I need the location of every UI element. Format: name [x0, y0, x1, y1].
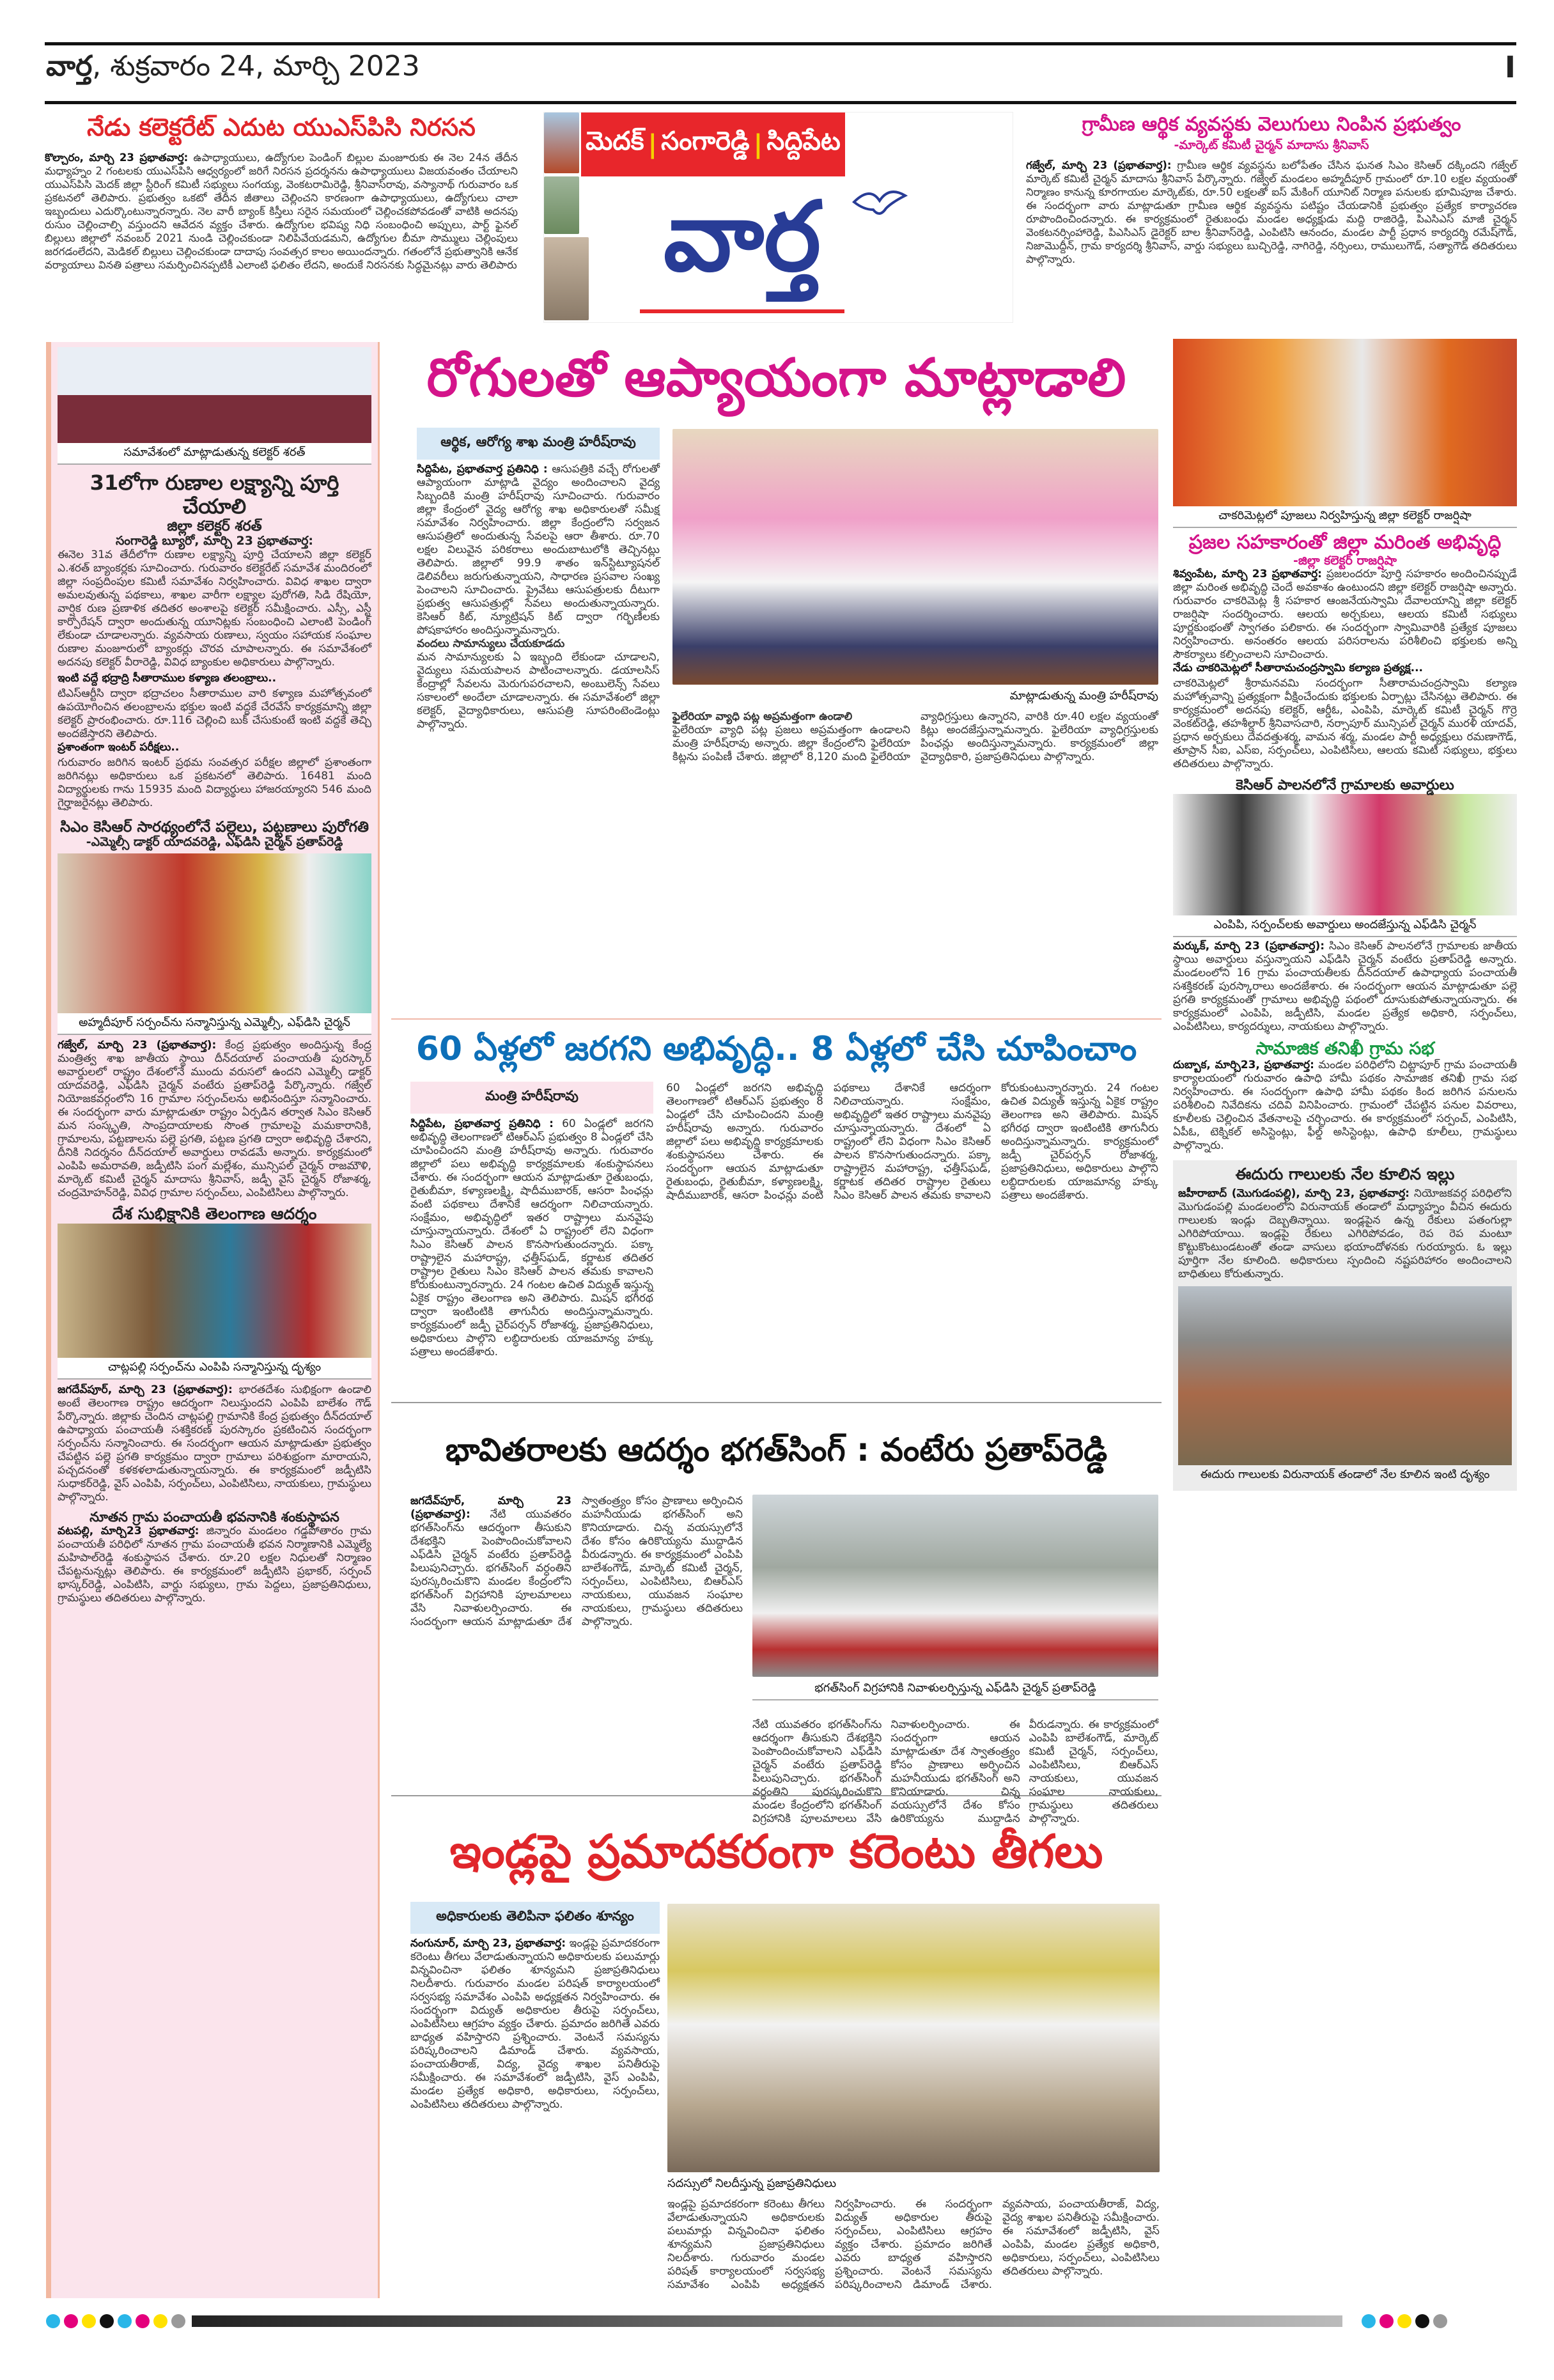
minister-meeting-photo — [672, 429, 1158, 685]
article-mid-2-content — [391, 1069, 1162, 1402]
article-mid-1-content — [391, 408, 1162, 1018]
article-top-right — [1026, 114, 1517, 325]
collector-meeting-photo — [58, 347, 371, 443]
headline: నూతన గ్రామ పంచాయతీ భవనానికి శంకుస్థాపన — [89, 1509, 339, 1525]
article-body-continued: నేటి యువతరం భగత్‌సింగ్‌ను ఆదర్శంగా తీసుకుని దేశభక్తిని పెంపొందించుకోవాలని ఎఫ్‌డిసి చైర్మన్ వంటేరు ప్రతాప్‌రెడ్డి పిలుపునిచ్చారు. భగత్‌సింగ్ వర్ధంతిని పురస్కరించుకొని మండల కేంద్రంలోని భగత్‌సింగ్ విగ్రహానికి పూలమాలలు వేసి నివాళులర్పించారు. ఈ సందర్భంగా ఆయన మాట్లాడుతూ దేశ స్వాతంత్ర్యం కోసం ప్రాణాలు అర్పించిన మహనీయుడు భగత్‌సింగ్ అని కొనియాడారు. చిన్న వయస్సులోనే దేశం కోసం ఉరికొయ్యను ముద్దాడిన వీరుడన్నారు. ఈ కార్యక్రమంలో ఎంపిపి బాలేశంగౌడ్, మార్కెట్ కమిటీ చైర్మన్, సర్పంచ్‌లు, ఎంపిటిసిలు, బిఆర్ఎస్ నాయకులు, యువజన సంఘాల నాయకులు, గ్రామస్థులు తదితరులు పాల్గొన్నారు. — [752, 1718, 1158, 1825]
headline: భావితరాలకు ఆదర్శం భగత్‌సింగ్ : వంటేరు ప్రతాప్‌రెడ్డి — [445, 1431, 1108, 1468]
awards-photo — [1173, 794, 1517, 915]
article-body: మండల పరిధిలోని చిట్టాపూర్ గ్రామ పంచాయతీ కార్యాలయంలో గురువారం ఉపాధి హామీ పథకం సామాజిక తనిఖీ గ్రామ సభ నిర్వహించారు. ఈ సందర్భంగా ఉపాధి హామీ పథకం కింద జరిగిన పనులను పరిశీలించి నివేదికను చదివి వినిపించారు. గ్రామంలో చేపట్టిన పనుల వివరాలు, కూలీలకు చెల్లించిన వేతనాలపై చర్చించారు. ఈ కార్యక్రమంలో సర్పంచ్, ఎంపిటిసి, ఏపీఓ, టెక్నికల్ అసిస్టెంట్లు, ఫీల్డ్ అసిస్టెంట్లు, ఉపాధి కూలీలు, గ్రామస్థులు పాల్గొన్నారు. — [1173, 1058, 1518, 1152]
header-top-rule — [45, 42, 1516, 45]
dove-icon — [851, 183, 908, 221]
color-registration-marks-right — [1362, 2314, 1451, 2331]
issue-date: , శుక్రవారం 24, మార్చి 2023 — [92, 50, 420, 82]
paper-name: వార్త — [46, 50, 93, 82]
masthead — [543, 112, 1013, 323]
headline: కెసిఆర్ పాలనలోనే గ్రామాలకు అవార్డులు — [1236, 777, 1454, 794]
header-bottom-rule — [45, 101, 1516, 104]
photo-caption: సదస్సులో నిలదీస్తున్న ప్రజాప్రతినిధులు — [667, 2176, 837, 2190]
article-body: నియోజకవర్గ పరిధిలోని మొగుడంపల్లి మండలంలోని విరునాయక్ తండాలో మధ్యాహ్నం వీచిన ఈదురు గాలులకు ఇండ్లు దెబ్బతిన్నాయి. ఇండ్లపైన ఉన్న రేకులు పతంగుల్లా ఎగిరిపోయాయి. ఇండ్లపై రేకులు ఎగిరిపోవడం, రెప రెప మంటూ కొట్టుకొంటుండటంతో తండా వాసులు భయాందోళనకు గురయ్యారు. ఓ ఇల్లు పూర్తిగా నేల కూలింది. అధికారులు స్పందించి నష్టపరిహారం అందించాలని బాధితులు కోరుతున్నారు. — [1178, 1187, 1512, 1281]
dateline: సంగారెడ్డి బ్యూరో, మార్చి 23 ప్రభాతవార్త: — [115, 533, 314, 548]
subhead: ఫైలేరియా వ్యాధి పట్ల అప్రమత్తంగా ఉండాలి — [672, 710, 853, 724]
headline: ఇండ్లపై ప్రమాదకరంగా కరెంటు తీగలు — [449, 1824, 1103, 1878]
dateline: సిద్దిపేట, ప్రభాతవార్త ప్రతినిధి : — [417, 463, 548, 476]
article-body: జిన్నారం మండలం గడ్డపోతారం గ్రామ పంచాయతీ పరిధిలో నూతన గ్రామ పంచాయతీ భవన నిర్మాణానికి ఎమ్మెల్యే మహిపాల్‌రెడ్డి శంకుస్థాపన చేశారు. రూ.20 లక్షల నిధులతో నిర్మాణం చేపట్టనున్నట్లు తెలిపారు. ఈ కార్యక్రమంలో జడ్పీటిసి ప్రభాకర్, సర్పంచ్ భాస్కర్‌రెడ్డి, ఎంపిటిసి, వార్డు సభ్యులు, గ్రామ పెద్దలు, ప్రజాప్రతినిధులు, గ్రామస్థులు తదితరులు పాల్గొన్నారు. — [58, 1524, 372, 1605]
subhead: నేడు చాకరిమెట్లలో సీతారామచంద్రస్వామి కల్యాణ ప్రత్యక్ష... — [1173, 662, 1424, 675]
dateline: గజ్వేల్, మార్చి 23 (ప్రభాతవార్త): — [1026, 159, 1172, 172]
subhead-box: మంత్రి హరీష్‌రావు — [410, 1082, 653, 1114]
photo-caption: మాట్లాడుతున్న మంత్రి హరీష్‌రావు — [1009, 689, 1158, 703]
article-top-left — [45, 114, 518, 325]
article-body: ఆసుపత్రికి వచ్చే రోగులతో ఆప్యాయంగా మాట్లాడి వైద్యం అందించాలని వైద్య సిబ్బందికి మంత్రి హరీష్‌రావు సూచించారు. గురువారం జిల్లా కేంద్రంలో వైద్య ఆరోగ్య శాఖ అధికారులతో సమీక్ష సమావేశం నిర్వహించారు. జిల్లా కేంద్రంలోని సర్వజన ఆసుపత్రిలో అందుతున్న సేవలపై ఆరా తీశారు. రూ.70 లక్షల విలువైన పరికరాలు అందుబాటులోకి తెచ్చినట్లు తెలిపారు. జిల్లాలో 99.9 శాతం ఇన్‌స్టిట్యూషనల్ డెలివరీలు జరుగుతున్నాయని, సాధారణ ప్రసవాల సంఖ్య పెంచాలని సూచించారు. ప్రైవేటు ఆసుపత్రులకు దీటుగా ప్రభుత్వ ఆసుపత్రుల్లో సేవలు అందుతున్నాయన్నారు. కెసిఆర్ కిట్, న్యూట్రిషన్ కిట్ ద్వారా గర్భిణీలకు పోషకాహారం అందిస్తున్నామన్నారు. — [417, 463, 660, 637]
headline: నేడు కలెక్టరేట్ ఎదుట యుఎస్‌పిసి నిరసన — [87, 113, 476, 141]
dateline: కొల్చారం, మార్చి 23 ప్రభాతవార్త: — [45, 151, 189, 164]
dateline: జగదేవ్‌పూర్, మార్చి 23 (ప్రభాతవార్త): — [410, 1494, 571, 1521]
article-body-cols — [410, 1495, 743, 1792]
header-dateline — [46, 50, 420, 89]
tone-bar — [192, 2315, 1342, 2327]
photo-caption: సమావేశంలో మాట్లాడుతున్న కలెక్టర్ శరత్ — [58, 443, 371, 465]
article-body: మన సామాన్యులకు ఏ ఇబ్బంది లేకుండా చూడాలని, వైద్యులు సమయపాలన పాటించాలన్నారు. డయాలసిస్ కేంద్రాల్లో సేవలను మెరుగుపరచాలని, అంబులెన్స్ సేవలు సకాలంలో అందేలా చూడాలన్నారు. ఈ సమావేశంలో జిల్లా కలెక్టర్, వైద్యాధికారులు, ఆసుపత్రి సూపరింటెండెంట్లు పాల్గొన్నారు. — [417, 651, 660, 731]
headline: ప్రజల సహకారంతో జిల్లా మరింత అభివృద్ధి — [1188, 531, 1502, 554]
subhead: -జిల్లా కలెక్టర్ రాజర్షిషా — [1293, 553, 1397, 568]
article-mid-1 — [391, 342, 1162, 1020]
article-body: ఈనెల 31వ తేదీలోగా రుణాల లక్ష్యాన్ని పూర్తి చేయాలని జిల్లా కలెక్టర్ ఎ.శరత్ బ్యాంకర్లకు సూచించారు. గురువారం కలెక్టరేట్ సమావేశ మందిరంలో జిల్లా సంప్రదింపుల కమిటీ సమావేశం నిర్వహించారు. వివిధ శాఖల ద్వారా అమలవుతున్న పథకాలు, శాఖల వారీగా లక్ష్యాల పురోగతి, సిడి రేషియో, వార్షిక రుణ ప్రణాళిక తదితర అంశాలపై కలెక్టర్ సమీక్షించారు. ఎస్సీ, ఎస్టీ కార్పొరేషన్ ద్వారా అందుతున్న యూనిట్లకు సంబంధించి ఎలాంటి పెండింగ్ లేకుండా చూడాలన్నారు. వ్యవసాయ రుణాలు, స్వయం సహాయక సంఘాల రుణాల మంజూరులో బ్యాంకర్లు చొరవ చూపాలన్నారు. ఈ సమావేశంలో అదనపు కలెక్టర్ వీరారెడ్డి, వివిధ బ్యాంకుల అధికారులు పాల్గొన్నారు. — [58, 548, 371, 669]
dateline: దుబ్బాక, మార్చి23, ప్రభాతవార్త: — [1173, 1058, 1314, 1071]
photo-caption: అహ్మదీపూర్ సర్పంచ్‌ను సన్మానిస్తున్న ఎమ్మెల్సీ, ఎఫ్‌డిసి చైర్మన్ — [58, 1013, 371, 1035]
temple-puja-photo — [1173, 339, 1517, 506]
photo-caption: భగత్‌సింగ్ విగ్రహానికి నివాళులర్పిస్తున్న ఎఫ్‌డిసి చైర్మన్ ప్రతాప్‌రెడ్డి — [752, 1679, 1158, 1700]
collapsed-house-photo — [1178, 1286, 1512, 1465]
photo-caption: ఎంపిపి, సర్పంచ్‌లకు అవార్డులు అందజేస్తున్న ఎఫ్‌డిసి చైర్మన్ — [1173, 915, 1517, 937]
headline: 60 ఏళ్లలో జరగని అభివృద్ధి.. 8 ఏళ్లలో చేసి చూపించాం — [416, 1030, 1137, 1068]
article-body: కేంద్ర ప్రభుత్వం అందిస్తున్న కేంద్ర మంత్రిత్వ శాఖ జాతీయ స్థాయి దీన్‌దయాల్ పంచాయతీ పురస్కార్ అవార్డులలో రాష్ట్రం దేశంలోనే ముందు వరుసలో ఉందని ఎమ్మెల్సీ డాక్టర్ యాదవరెడ్డి, ఎఫ్‌డిసి చైర్మన్ వంటేరు ప్రతాప్‌రెడ్డి పేర్కొన్నారు. గజ్వేల్ నియోజకవర్గంలోని 16 గ్రామాల సర్పంచ్‌లను అభినందిస్తూ సన్మానించారు. ఈ సందర్భంగా వారు మాట్లాడుతూ రాష్ట్రం ఏర్పడిన తర్వాత సిఎం కెసిఆర్ మన సంస్కృతి, సాంప్రదాయాలకు సొంత గ్రామాలపై మమకారానికి, గ్రామాలను, పట్టణాలను పల్లె ప్రగతి, పట్టణ ప్రగతి ద్వారా అభివృద్ధి చేశారని, దీనికి నిదర్శనం దీన్‌దయాల్ అవార్డులు రావడమే అన్నారు. కార్యక్రమంలో ఎంపిపి అమరావతి, జడ్పీటిసి పంగ మల్లేశం, మున్సిపల్ చైర్మన్ రాజమౌళి, మార్కెట్ కమిటీ చైర్మన్ మాదాసు శ్రీనివాస్, జడ్పీ వైస్ చైర్మన్ రోజాశర్మ, చంద్రమోహన్‌రెడ్డి, వివిధ గ్రామాల సర్పంచ్‌లు, ఎంపిటిసిలు పాల్గొన్నారు. — [58, 1039, 371, 1200]
article-body: టిఎస్ఆర్టీసి ద్వారా భద్రాచలం సీతారాముల వారి కళ్యాణ మహోత్సవంలో ఉపయోగించిన తలంబ్రాలను భక్తుల ఇంటి వద్దకే చేరవేసే కార్యక్రమాన్ని జిల్లా కలెక్టర్ ప్రారంభించారు. రూ.116 చెల్లించి బుక్ చేసుకుంటే ఇంటి వద్దకే తెచ్చి అందజేస్తారని తెలిపారు. — [58, 687, 371, 740]
photo-caption: చాట్లపల్లి సర్పంచ్‌ను ఎంపిపి సన్మానిస్తున్న దృశ్యం — [58, 1358, 371, 1380]
article-mid-3 — [391, 1406, 1162, 1825]
sarpanch-photo — [58, 1224, 371, 1358]
district-siddipet: సిద్దిపేట — [766, 127, 841, 156]
subhead: -ఎమ్మెల్సీ డాక్టర్ యాదవరెడ్డి, ఎఫ్‌డిసి చైర్మన్ ప్రతాప్‌రెడ్డి — [86, 835, 343, 850]
article-mid-3-content — [391, 1469, 1162, 1825]
subhead-box: ఆర్థిక, ఆరోగ్య శాఖ మంత్రి హరీష్‌రావు — [417, 428, 660, 460]
church-photo — [544, 237, 589, 320]
headline: ఈదురు గాలులకు నేల కూలిన ఇల్లు — [1235, 1164, 1455, 1183]
article-body: ఫైలేరియా వ్యాధి పట్ల ప్రజలు అప్రమత్తంగా ఉండాలని మంత్రి హరీష్‌రావు అన్నారు. జిల్లా కేంద్రంలోని ఫైలేరియా కిట్లను పంపిణీ చేశారు. జిల్లాలో 8,120 మంది ఫైలేరియా వ్యాధిగ్రస్తులు ఉన్నారని, వారికి రూ.40 లక్షల వ్యయంతో కిట్లు అందజేస్తున్నామన్నారు. ఫైలేరియా వ్యాధిగ్రస్తులకు పింఛన్లు అందిస్తున్నామన్నారు. కార్యక్రమంలో జిల్లా వైద్యాధికారి, ప్రజాప్రతినిధులు పాల్గొన్నారు. — [672, 710, 1158, 764]
subhead-box: అధికారులకు తెలిపినా ఫలితం శూన్యం — [410, 1902, 660, 1934]
article-body: భారతదేశం సుభిక్షంగా ఉండాలి అంటే తెలంగాణ రాష్ట్రం ఆదర్శంగా నిలుస్తుందని ఎంపిపి బాలేశం గౌడ్ పేర్కొన్నారు. జిల్లాకు చెందిన చాట్లపల్లి గ్రామానికి కేంద్ర ప్రభుత్వం దీన్‌దయాల్ ఉపాధ్యాయ పంచాయతీ సశక్తికరణ్ పురస్కారం ప్రకటించిన సందర్భంగా సర్పంచ్‌ను సన్మానించారు. ఈ సందర్భంగా ఆయన మాట్లాడుతూ ప్రభుత్వం చేపట్టిన పల్లె ప్రగతి కార్యక్రమం ద్వారా గ్రామాలు పరిశుభ్రంగా మారాయని, పచ్చదనంతో కళకళలాడుతున్నాయన్నారు. ఈ కార్యక్రమంలో జడ్పీటిసి సుధాకర్‌రెడ్డి, వైస్ ఎంపిపి, సర్పంచ్‌లు, ఎంపిటిసిలు, నాయకులు, గ్రామస్థులు పాల్గొన్నారు. — [58, 1383, 371, 1504]
dateline: జహీరాబాద్ (మొగుడంపల్లి), మార్చి 23, ప్రభాతవార్త: — [1178, 1187, 1410, 1201]
dateline: జగదేవ్‌పూర్, మార్చి 23 (ప్రభాతవార్త): — [58, 1383, 233, 1396]
dateline: గజ్వేల్, మార్చి 23 (ప్రభాతవార్త): — [58, 1039, 217, 1052]
article-mid-2 — [391, 1023, 1162, 1403]
building-photo — [544, 176, 579, 234]
article-body-continued: 60 ఏండ్లలో జరగని అభివృద్ధి తెలంగాణలో టిఆర్ఎస్ ప్రభుత్వం 8 ఏండ్లలో చేసి చూపించిందని మంత్రి హరీష్‌రావు అన్నారు. గురువారం జిల్లాలో పలు అభివృద్ధి కార్యక్రమాలకు శంకుస్థాపనలు చేశారు. ఈ సందర్భంగా ఆయన మాట్లాడుతూ రైతుబంధు, రైతుబీమా, కళ్యాణలక్ష్మి, షాదీముబారక్, ఆసరా పింఛన్లు వంటి పథకాలు దేశానికే ఆదర్శంగా నిలిచాయన్నారు. సంక్షేమం, అభివృద్ధిలో ఇతర రాష్ట్రాలు మనవైపు చూస్తున్నాయన్నారు. దేశంలో ఏ రాష్ట్రంలో లేని విధంగా సిఎం కెసిఆర్ పాలన కొనసాగుతుందన్నారు. పక్కా రాష్ట్రాలైన మహారాష్ట్ర, ఛత్తీస్‌ఘడ్, కర్ణాటక తదితర రాష్ట్రాల రైతులు సిఎం కెసిఆర్ పాలన తమకు కావాలని కోరుకుంటున్నారన్నారు. 24 గంటల ఉచిత విద్యుత్ ఇస్తున్న ఏకైక రాష్ట్రం తెలంగాణ అని తెలిపారు. మిషన్ భగీరథ ద్వారా ఇంటింటికి తాగునీరు అందిస్తున్నామన్నారు. కార్యక్రమంలో జడ్పీ చైర్‌పర్సన్ రోజాశర్మ, ప్రజాప్రతినిధులు, అధికారులు పాల్గొని లబ్ధిదారులకు యాజమాన్య హక్కు పత్రాలు అందజేశారు. — [666, 1081, 1158, 1202]
general-body-meeting-photo — [667, 1904, 1160, 2172]
bhagat-singh-photo — [752, 1495, 1158, 1677]
logo-underline — [640, 309, 844, 313]
subhead: -మార్కెట్ కమిటీ చైర్మన్ మాదాసు శ్రీనివాస్ — [1174, 137, 1369, 152]
article-body: ఉపాధ్యాయులు, ఉద్యోగుల పెండింగ్ బిల్లుల మంజూరుకు ఈ నెల 24న తేదీన మధ్యాహ్నం 2 గంటలకు యుఎస్‌పిసి ఆధ్వర్యంలో జరిగే నిరసన ప్రదర్శనను ఉపాధ్యాయులు విజయవంతం చేయాలని యుఎస్‌పిసి మెదక్ జిల్లా స్టీరింగ్ కమిటీ సభ్యులు సంగయ్య, వెంకటరామిరెడ్డి, శ్రీనివాస్‌రావు, వస్యానాథ్ గురువారం ఒక ప్రకటనలో తెలిపారు. ప్రభుత్వం ఒకటో తేదీన జీతాలు చెల్లించని కారణంగా ఉపాధ్యాయులు, ఉద్యోగులు చాలా ఇబ్బందులు ఎదుర్కొంటున్నారన్నారు. నెల వారీ బ్యాంక్ కిస్తీలు సరైన సమయంలో చెల్లించకపోవడంతో వాటికి అదనపు రుసుం చెల్లించాల్సి వస్తుందని ఆవేదన వ్యక్తం చేశారు. ఉద్యోగుల భవిష్య నిధి సంబంధించి అప్పులు, పార్ట్ ఫైనల్ బిల్లులు జిల్లాలో నవంబర్ 2021 నుండి చెల్లించకుండా నిలిపివేయడమని, ఉద్యోగుల బీమా సొమ్ములు చెల్లింపులు జరగడంలేదని, మెడికల్ బిల్లులు చెల్లించకుండా దాదాపు సంవత్సర కాలం అయిందన్నారు. గతంలోనే ప్రభుత్వానికి ఆనేక వర్యాయాలు వినతి పత్రాలు సమర్పించినప్పటికీ ఎలాంటి ఫలితం లేదని, అందుకే నిరసనకు సిద్ధమైనట్లు వారు తెలిపారు — [45, 151, 518, 271]
article-body: నేటి యువతరం భగత్‌సింగ్‌ను ఆదర్శంగా తీసుకుని దేశభక్తిని పెంపొందించుకోవాలని ఎఫ్‌డిసి చైర్మన్ వంటేరు ప్రతాప్‌రెడ్డి పిలుపునిచ్చారు. భగత్‌సింగ్ వర్ధంతిని పురస్కరించుకొని మండల కేంద్రంలోని భగత్‌సింగ్ విగ్రహానికి పూలమాలలు వేసి నివాళులర్పించారు. ఈ సందర్భంగా ఆయన మాట్లాడుతూ దేశ స్వాతంత్ర్యం కోసం ప్రాణాలు అర్పించిన మహనీయుడు భగత్‌సింగ్ అని కొనియాడారు. చిన్న వయస్సులోనే దేశం కోసం ఉరికొయ్యను ముద్దాడిన వీరుడన్నారు. ఈ కార్యక్రమంలో ఎంపిపి బాలేశంగౌడ్, మార్కెట్ కమిటీ చైర్మన్, సర్పంచ్‌లు, ఎంపిటిసిలు, బిఆర్ఎస్ నాయకులు, యువజన సంఘాల నాయకులు, గ్రామస్థులు తదితరులు పాల్గొన్నారు. — [410, 1494, 743, 1628]
headline: సామాజిక తనిఖీ గ్రామ సభ — [1255, 1038, 1434, 1059]
felicitation-photo — [58, 853, 371, 1013]
photo-caption: చాకరిమెట్లలో పూజలు నిర్వహిస్తున్న జిల్లా కలెక్టర్ రాజర్షిషా — [1173, 506, 1517, 528]
district-medak: మెదక్ — [586, 127, 644, 156]
headline: గ్రామీణ ఆర్థిక వ్యవస్థకు వెలుగులు నింపిన ప్రభుత్వం — [1082, 113, 1461, 136]
headline: 31లోగా రుణాల లక్ష్యాన్ని పూర్తి చేయాలి — [89, 471, 339, 518]
subhead: వందలు సామాన్యులు చేయకూడదు — [417, 637, 565, 651]
article-body: 60 ఏండ్లలో జరగని అభివృద్ధి తెలంగాణలో టిఆర్ఎస్ ప్రభుత్వం 8 ఏండ్లలో చేసి చూపించిందని మంత్రి హరీష్‌రావు అన్నారు. గురువారం జిల్లాలో పలు అభివృద్ధి కార్యక్రమాలకు శంకుస్థాపనలు చేశారు. ఈ సందర్భంగా ఆయన మాట్లాడుతూ రైతుబంధు, రైతుబీమా, కళ్యాణలక్ష్మి, షాదీముబారక్, ఆసరా పింఛన్లు వంటి పథకాలు దేశానికే ఆదర్శంగా నిలిచాయన్నారు. సంక్షేమం, అభివృద్ధిలో ఇతర రాష్ట్రాలు మనవైపు చూస్తున్నాయన్నారు. దేశంలో ఏ రాష్ట్రంలో లేని విధంగా సిఎం కెసిఆర్ పాలన కొనసాగుతుందన్నారు. పక్కా రాష్ట్రాలైన మహారాష్ట్ర, ఛత్తీస్‌ఘడ్, కర్ణాటక తదితర రాష్ట్రాల రైతులు సిఎం కెసిఆర్ పాలన తమకు కావాలని కోరుకుంటున్నారన్నారు. 24 గంటల ఉచిత విద్యుత్ ఇస్తున్న ఏకైక రాష్ట్రం తెలంగాణ అని తెలిపారు. మిషన్ భగీరథ ద్వారా ఇంటింటికి తాగునీరు అందిస్తున్నామన్నారు. కార్యక్రమంలో జడ్పీ చైర్‌పర్సన్ రోజాశర్మ, ప్రజాప్రతినిధులు, అధికారులు పాల్గొని లబ్ధిదారులకు యాజమాన్య హక్కు పత్రాలు అందజేశారు. — [410, 1117, 653, 1358]
article-body-cols — [666, 1082, 1158, 1398]
vaartha-logo: వార్త — [663, 182, 821, 293]
temple-photo — [544, 113, 579, 173]
subhead: జిల్లా కలెక్టర్ శరత్ — [167, 518, 262, 534]
subhead: ఇంటి వద్దే భద్రాద్రి సీతారాముల కళ్యాణ తలంబ్రాలు.. — [58, 671, 277, 685]
article-body-col — [417, 463, 660, 1015]
dateline: నంగునూర్, మార్చి 23, ప్రభాతవార్త: — [410, 1936, 566, 1950]
dateline: మర్కుక్, మార్చి 23 (ప్రభాతవార్త): — [1173, 939, 1325, 953]
dateline: వటపల్లి, మార్చి23 ప్రభాతవార్త: — [58, 1524, 199, 1537]
headline: దేశ సుభిక్షానికి తెలంగాణ ఆదర్శం — [112, 1204, 317, 1224]
article-mid-4-content — [391, 1878, 1162, 2298]
right-column — [1173, 339, 1517, 2298]
article-body: చాకరిమెట్లలో శ్రీరామనవమి సందర్భంగా సీతారామచంద్రస్వామి కల్యాణ మహోత్సవాన్ని ప్రత్యక్షంగా వీక్షించేందుకు భక్తులకు ఏర్పాట్లు చేసినట్లు తెలిపారు. ఈ కార్యక్రమంలో అదనపు కలెక్టర్, ఆర్డీఓ, ఎంపిపి, మార్కెట్ కమిటీ చైర్మన్ గొర్రె వెంకట్‌రెడ్డి, తహశీల్దార్ శ్రీనివాసచారి, నర్సాపూర్ మున్సిపల్ చైర్మన్ మురళీ యాదవ్, ప్రధాన అర్చకులు దేవదత్తుశర్మ, వామన శర్మ, మండల పార్టీ అధ్యక్షులు రమణాగౌడ్, తూప్రాన్ సీఐ, ఎస్ఐ, సర్పంచ్‌లు, ఎంపిటిసిలు, ఆలయ కమిటీ సభ్యులు, భక్తులు తదితరులు పాల్గొన్నారు. — [1173, 677, 1517, 771]
article-body: గ్రామీణ ఆర్థిక వ్యవస్థను బలోపేతం చేసిన ఘనత సిఎం కెసిఆర్ దక్కిందని గజ్వేల్ మార్కెట్ కమిటీ చైర్మన్ మాదాసు శ్రీనివాస్ పేర్కొన్నారు. గజ్వేల్ మండలం అహ్మదీపూర్ గ్రామంలో రూ.10 లక్షల వ్యయంతో నిర్మాణం కానున్న కూరగాయల మార్కెట్‌కు, రూ.50 లక్షలతో ఐస్ మేకింగ్ యూనిట్ నిర్మాణ పనులకు భూమిపూజ చేశారు. ఈ సందర్భంగా వారు మాట్లాడుతూ గ్రామీణ ఆర్థిక వ్యవస్థను పటిష్టం చేయడానికి ప్రభుత్వం ప్రత్యేక కార్యాచరణ రూపొందించిందన్నారు. ఈ కార్యక్రమంలో రైతుబంధు మండల అధ్యక్షుడు మద్ది రాజిరెడ్డి, పిఎసిఎస్ మాజీ చైర్మన్ వెంకటనర్సింహారెడ్డి, పిఎసిఎస్ డైరెక్టర్ బాల శ్రీనివాస్‌రెడ్డి, ఎంపిటిసి ఆనందం, మండల పార్టీ ప్రధాన కార్యదర్శి రమేష్‌గౌడ్, నిజామొద్దీన్, గ్రామ కార్యదర్శి శ్రీనివాస్, వార్డు సభ్యులు బుచ్చిరెడ్డి, నాగిరెడ్డి, నర్సింలు, రాములుగౌడ్, సత్యాగౌడ్ తదితరులు పాల్గొన్నారు. — [1026, 159, 1517, 266]
district-sangareddy: సంగారెడ్డి — [661, 127, 750, 156]
page-number: I — [1504, 50, 1516, 84]
article-body: సిఎం కెసిఆర్ పాలనలోనే గ్రామాలకు జాతీయ స్థాయి అవార్డులు వస్తున్నాయని ఎఫ్‌డిసి చైర్మన్ వంటేరు ప్రతాప్‌రెడ్డి అన్నారు. మండలంలోని 16 గ్రామ పంచాయతీలకు దీన్‌దయాల్ ఉపాధ్యాయ పంచాయతీ సశక్తికరణ్ పురస్కారాలు అందజేశారు. ఈ సందర్భంగా ఆయన మాట్లాడుతూ పల్లె ప్రగతి కార్యక్రమంతో గ్రామాలు అభివృద్ధి పథంలో దూసుకుపోతున్నాయన్నారు. ఈ కార్యక్రమంలో ఎంపిపి, జడ్పీటిసి, మండల ప్రత్యేక అధికారి, సర్పంచ్‌లు, ఎంపిటిసిలు, కార్యదర్శులు, నాయకులు పాల్గొన్నారు. — [1173, 939, 1517, 1033]
article-body: గురువారం జరిగిన ఇంటర్ ప్రథమ సంవత్సర పరీక్షల జిల్లాలో ప్రశాంతంగా జరిగినట్లు అధికారులు ఒక ప్రకటనలో తెలిపారు. 16481 మంది విద్యార్థులకు గాను 15935 మంది విద్యార్థులు హాజరయ్యారని 546 మంది గైర్హాజరైనట్లు తెలిపారు. — [58, 756, 371, 809]
article-body-col — [410, 1937, 660, 2296]
subhead: ప్రశాంతంగా ఇంటర్ పరీక్షలు.. — [58, 740, 180, 754]
headline: రోగులతో ఆప్యాయంగా మాట్లాడాలి — [426, 348, 1126, 408]
article-mid-4 — [391, 1800, 1162, 2298]
photo-caption: ఈదురు గాలులకు విరునాయక్ తండాలో నేల కూలిన ఇంటి దృశ్యం — [1200, 1468, 1490, 1482]
dateline: శివ్వంపేట, మార్చి 23 ప్రభాతవార్త: — [1173, 568, 1322, 581]
district-banner: మెదక్ | సంగారెడ్డి | సిద్దిపేట — [581, 113, 845, 176]
house-collapse-box — [1173, 1160, 1517, 1491]
article-body: ప్రజలందరూ పూర్తి సహకారం అందించినప్పుడే జిల్లా మరింత అభివృద్ధి చెందే అవకాశం ఉంటుందని జిల్లా కలెక్టర్ రాజర్షిషా అన్నారు. గురువారం చాకరిమెట్ల శ్రీ సహకార ఆంజనేయస్వామి దేవాలయాన్ని జిల్లా కలెక్టర్ రాజర్షిషా సందర్శించారు. ఆలయ అర్చకులు, ఆలయ కమిటీ సభ్యులు పూర్ణకుంభంతో స్వాగతం పలికారు. ఈ సందర్భంగా స్వామివారికి ప్రత్యేక పూజలు నిర్వహించారు. అనంతరం ఆలయ పరిసరాలను పరిశీలించి భక్తులకు అన్ని సౌకర్యాలు కల్పించాలని సూచించారు. — [1173, 568, 1518, 662]
headline: సిఎం కెసిఆర్ సారథ్యంలోనే పల్లెలు, పట్టణాలు పురోగతి — [60, 818, 369, 836]
left-column — [46, 342, 380, 2298]
article-body-cols — [672, 710, 1158, 1015]
article-body: ఇండ్లపై ప్రమాదకరంగా కరెంటు తీగలు వేలాడుతున్నాయని అధికారులకు పలుమార్లు విన్నవించినా ఫలితం శూన్యమని ప్రజాప్రతినిధులు నిలదీశారు. గురువారం మండల పరిషత్ కార్యాలయంలో సర్వసభ్య సమావేశం ఎంపిపి అధ్యక్షతన నిర్వహించారు. ఈ సందర్భంగా విద్యుత్ అధికారుల తీరుపై సర్పంచ్‌లు, ఎంపిటిసిలు ఆగ్రహం వ్యక్తం చేశారు. ప్రమాదం జరిగితే ఎవరు బాధ్యత వహిస్తారని ప్రశ్నించారు. వెంటనే సమస్యను పరిష్కరించాలని డిమాండ్ చేశారు. వ్యవసాయ, పంచాయతీరాజ్, విద్య, వైద్య శాఖల పనితీరుపై సమీక్షించారు. ఈ సమావేశంలో జడ్పీటిసి, వైస్ ఎంపిపి, మండల ప్రత్యేక అధికారి, అధికారులు, సర్పంచ్‌లు, ఎంపిటిసిలు తదితరులు పాల్గొన్నారు. — [410, 1936, 660, 2111]
color-registration-marks-left — [46, 2314, 189, 2331]
dateline: సిద్దిపేట, ప్రభాతవార్త ప్రతినిధి : — [410, 1117, 554, 1130]
article-body-continued: ఇండ్లపై ప్రమాదకరంగా కరెంటు తీగలు వేలాడుతున్నాయని అధికారులకు పలుమార్లు విన్నవించినా ఫలితం శూన్యమని ప్రజాప్రతినిధులు నిలదీశారు. గురువారం మండల పరిషత్ కార్యాలయంలో సర్వసభ్య సమావేశం ఎంపిపి అధ్యక్షతన నిర్వహించారు. ఈ సందర్భంగా విద్యుత్ అధికారుల తీరుపై సర్పంచ్‌లు, ఎంపిటిసిలు ఆగ్రహం వ్యక్తం చేశారు. ప్రమాదం జరిగితే ఎవరు బాధ్యత వహిస్తారని ప్రశ్నించారు. వెంటనే సమస్యను పరిష్కరించాలని డిమాండ్ చేశారు. వ్యవసాయ, పంచాయతీరాజ్, విద్య, వైద్య శాఖల పనితీరుపై సమీక్షించారు. ఈ సమావేశంలో జడ్పీటిసి, వైస్ ఎంపిపి, మండల ప్రత్యేక అధికారి, అధికారులు, సర్పంచ్‌లు, ఎంపిటిసిలు తదితరులు పాల్గొన్నారు. — [667, 2197, 1160, 2291]
article-body-col — [410, 1117, 653, 1398]
